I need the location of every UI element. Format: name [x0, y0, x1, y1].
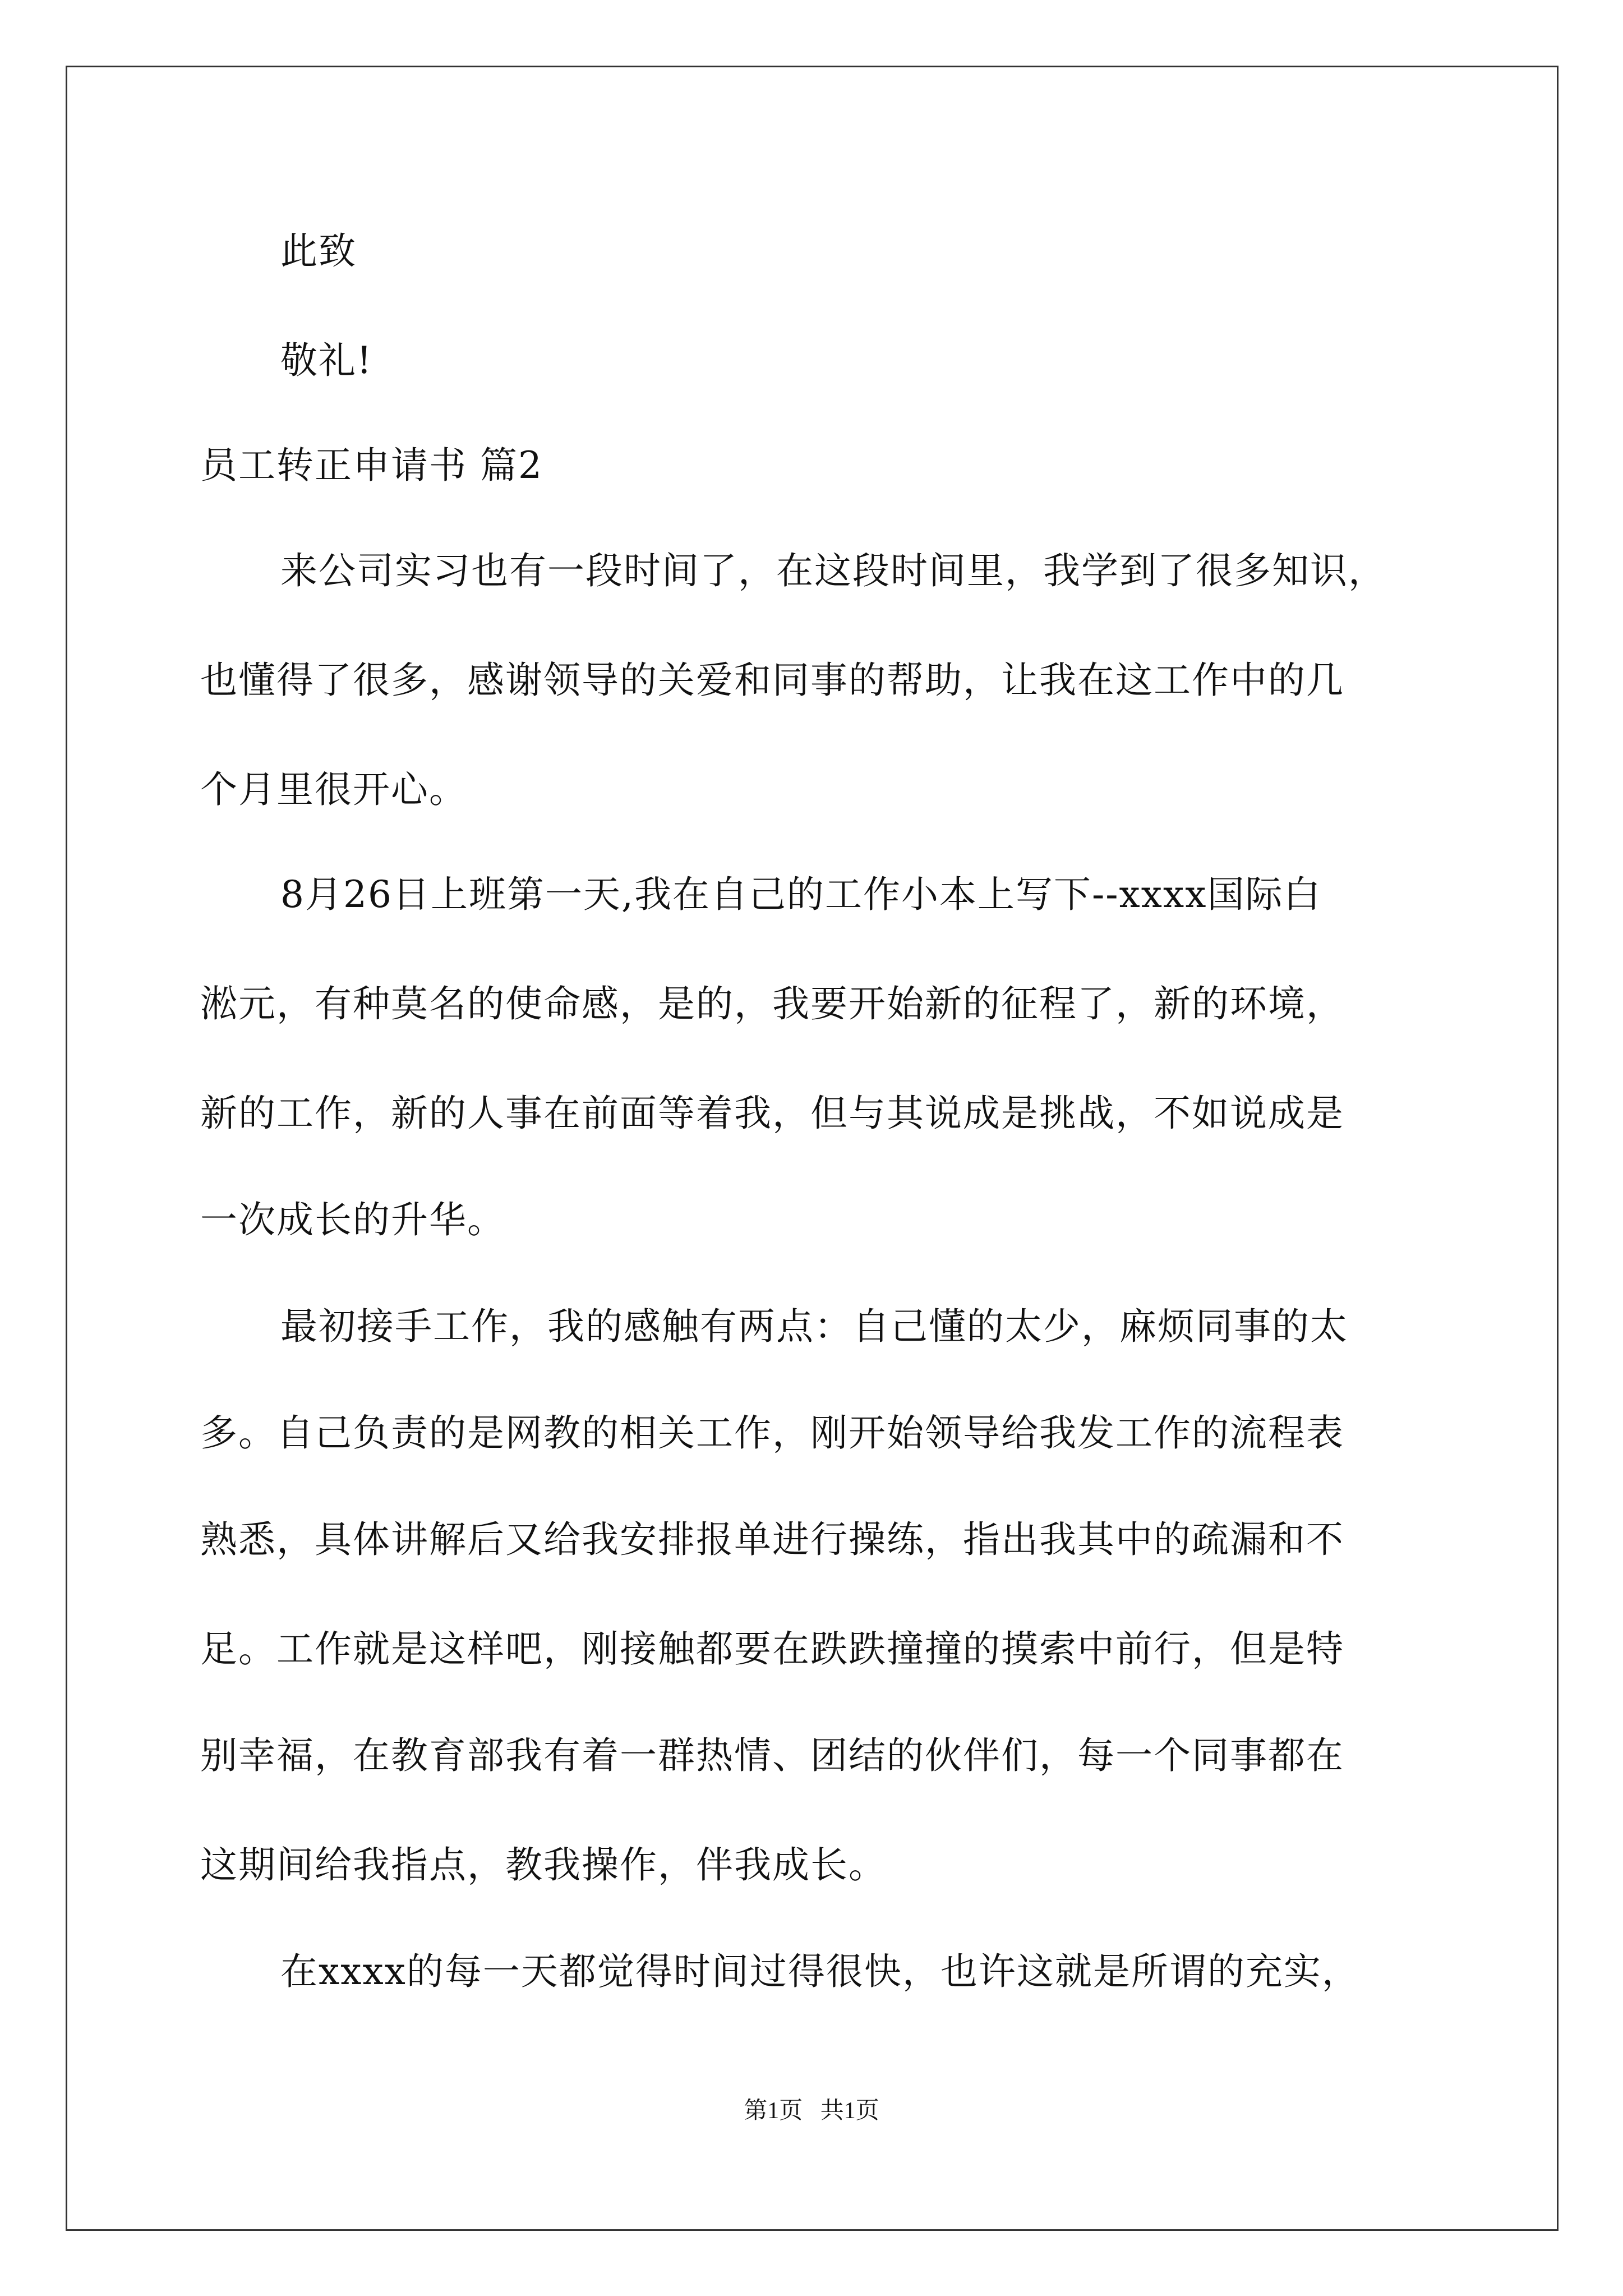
paragraph-line: 这期间给我指点，教我操作，伴我成长。 — [200, 1843, 887, 1887]
paragraph-line: 8月26日上班第一天,我在自己的工作小本上写下--xxxx国际白 — [280, 873, 1322, 916]
paragraph-line: 来公司实习也有一段时间了，在这段时间里，我学到了很多知识， — [280, 549, 1386, 592]
paragraph-line: 一次成长的升华。 — [200, 1198, 505, 1241]
paragraph-line: 熟悉，具体讲解后又给我安排报单进行操练，指出我其中的疏漏和不 — [200, 1518, 1344, 1561]
closing-salutation: 此致 — [280, 229, 357, 273]
closing-regards: 敬礼! — [280, 339, 373, 382]
paragraph-line: 在xxxx的每一天都觉得时间过得很快，也许这就是所谓的充实， — [280, 1950, 1360, 1993]
paragraph-line: 别幸福，在教育部我有着一群热情、团结的伙伴们，每一个同事都在 — [200, 1734, 1344, 1777]
paragraph-line: 也懂得了很多，感谢领导的关爱和同事的帮助，让我在这工作中的几 — [200, 659, 1344, 702]
paragraph-line: 淞元，有种莫名的使命感，是的，我要开始新的征程了，新的环境， — [200, 982, 1344, 1025]
paragraph-line: 多。自己负责的是网教的相关工作，刚开始领导给我发工作的流程表 — [200, 1411, 1344, 1455]
page-border — [66, 66, 1559, 2231]
paragraph-line: 足。工作就是这样吧，刚接触都要在跌跌撞撞的摸索中前行，但是特 — [200, 1627, 1344, 1671]
section-title: 员工转正申请书 篇2 — [200, 444, 543, 487]
paragraph-line: 最初接手工作，我的感触有两点：自己懂的太少，麻烦同事的太 — [280, 1305, 1348, 1348]
paragraph-line: 新的工作，新的人事在前面等着我，但与其说成是挑战，不如说成是 — [200, 1092, 1344, 1135]
paragraph-line: 个月里很开心。 — [200, 768, 467, 811]
page-footer: 第1页 共1页 — [744, 2098, 879, 2124]
